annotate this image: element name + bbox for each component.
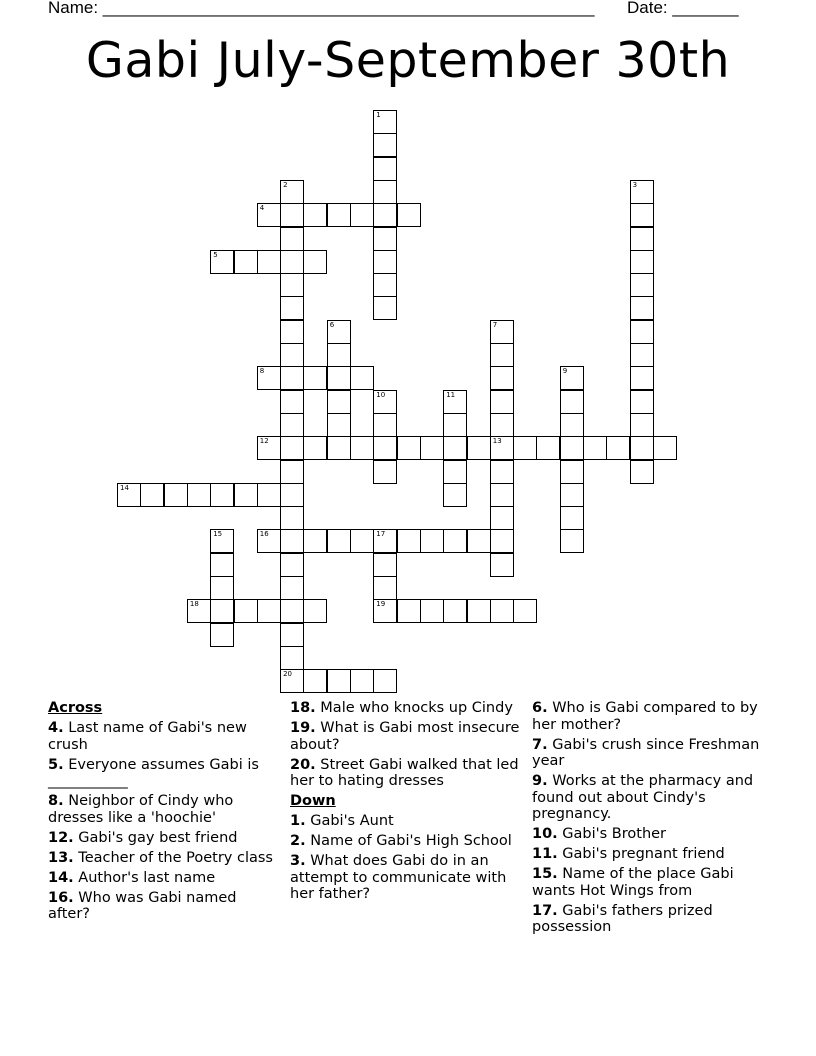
crossword-cell[interactable] xyxy=(303,436,327,460)
cell-number: 19 xyxy=(376,600,386,609)
clues-column-1 xyxy=(48,700,276,926)
crossword-cell[interactable] xyxy=(397,599,421,623)
crossword-cell[interactable] xyxy=(583,436,607,460)
clue-text: Gabi's fathers prized possession xyxy=(532,902,713,935)
cell-number: 12 xyxy=(259,437,269,446)
clue-item xyxy=(290,813,525,830)
cell-number: 4 xyxy=(259,204,265,213)
crossword-cell[interactable] xyxy=(280,273,304,297)
clue-item xyxy=(532,773,767,823)
crossword-cell[interactable] xyxy=(630,227,654,251)
clue-heading: Down xyxy=(290,793,336,809)
crossword-cell[interactable] xyxy=(303,250,327,274)
crossword-cell[interactable] xyxy=(373,133,397,157)
crossword-cell[interactable] xyxy=(443,529,467,553)
clue-text: Male who knocks up Cindy xyxy=(315,700,513,716)
clue-item xyxy=(290,700,525,717)
crossword-cell[interactable] xyxy=(560,506,584,530)
clue-item xyxy=(48,890,276,923)
clue-number: 3. xyxy=(290,853,306,869)
clues-column-3 xyxy=(532,700,767,939)
crossword-cell[interactable] xyxy=(513,599,537,623)
crossword-cell[interactable] xyxy=(257,203,281,227)
clue-text: Author's last name xyxy=(73,869,216,886)
crossword-cell[interactable] xyxy=(630,296,654,320)
clue-number: 9. xyxy=(532,773,548,789)
clue-number: 4. xyxy=(48,720,64,736)
crossword-cell[interactable] xyxy=(280,669,304,693)
cell-number: 6 xyxy=(329,320,335,329)
crossword-cell[interactable] xyxy=(490,553,514,577)
crossword-cell[interactable] xyxy=(257,529,281,553)
clue-item xyxy=(48,830,276,847)
crossword-cell[interactable] xyxy=(350,529,374,553)
crossword-cell[interactable] xyxy=(490,460,514,484)
clue-item xyxy=(290,720,525,753)
crossword-cell[interactable] xyxy=(280,296,304,320)
crossword-cell[interactable] xyxy=(280,366,304,390)
clue-text: Last name of Gabi's new crush xyxy=(48,720,247,753)
crossword-cell[interactable] xyxy=(420,436,444,460)
crossword-cell[interactable] xyxy=(373,529,397,553)
crossword-cell[interactable] xyxy=(327,343,351,367)
crossword-cell[interactable] xyxy=(490,366,514,390)
clue-number: 1. xyxy=(290,813,306,829)
cell-number: 15 xyxy=(213,530,223,539)
crossword-cell[interactable] xyxy=(350,436,374,460)
cell-number: 16 xyxy=(259,530,269,539)
clue-text: Street Gabi walked that led her to hating dresses xyxy=(290,756,519,789)
crossword-cell[interactable] xyxy=(303,203,327,227)
clue-item xyxy=(48,757,276,790)
clue-text: Works at the pharmacy and found out about Cindy's pregnancy. xyxy=(532,773,754,822)
crossword-cell[interactable] xyxy=(420,529,444,553)
crossword-cell[interactable] xyxy=(280,436,304,460)
page-title: Gabi July-September 30th xyxy=(85,32,731,89)
clue-number: 7. xyxy=(532,736,548,753)
clue-number: 15. xyxy=(532,866,558,882)
clue-item xyxy=(532,846,767,863)
crossword-cell[interactable] xyxy=(373,669,397,693)
clue-item xyxy=(48,850,276,867)
crossword-cell[interactable] xyxy=(210,623,234,647)
crossword-cell[interactable] xyxy=(373,553,397,577)
clue-text: What is Gabi most insecure about? xyxy=(290,720,520,753)
crossword-cell[interactable] xyxy=(280,506,304,530)
crossword-cell[interactable] xyxy=(490,413,514,437)
cell-number: 11 xyxy=(446,390,456,399)
crossword-cell[interactable] xyxy=(560,366,584,390)
cell-number: 13 xyxy=(492,437,502,446)
crossword-cell[interactable] xyxy=(280,320,304,344)
crossword-cell[interactable] xyxy=(373,227,397,251)
crossword-cell[interactable] xyxy=(327,669,351,693)
crossword-cell[interactable] xyxy=(280,553,304,577)
crossword-cell[interactable] xyxy=(303,669,327,693)
clue-text: Who is Gabi compared to by her mother? xyxy=(532,700,758,733)
crossword-cell[interactable] xyxy=(373,599,397,623)
clue-text: Everyone assumes Gabi is ___________ xyxy=(48,756,259,789)
crossword-cell[interactable] xyxy=(443,390,467,414)
crossword-cell[interactable] xyxy=(187,599,211,623)
crossword-cell[interactable] xyxy=(490,320,514,344)
crossword-cell[interactable] xyxy=(303,529,327,553)
clue-number: 13. xyxy=(48,849,74,866)
clue-item xyxy=(290,833,525,850)
crossword-cell[interactable] xyxy=(164,483,188,507)
crossword-cell[interactable] xyxy=(327,366,351,390)
clue-number: 8. xyxy=(48,793,64,809)
crossword-cell[interactable] xyxy=(280,483,304,507)
crossword-cell[interactable] xyxy=(210,483,234,507)
clue-number: 2. xyxy=(290,833,306,849)
crossword-cell[interactable] xyxy=(280,227,304,251)
crossword-cell[interactable] xyxy=(490,529,514,553)
crossword-cell[interactable] xyxy=(443,599,467,623)
date-field[interactable]: Date: _______ xyxy=(627,0,739,17)
crossword-cell[interactable] xyxy=(630,460,654,484)
crossword-cell[interactable] xyxy=(234,483,258,507)
crossword-cell[interactable] xyxy=(373,296,397,320)
crossword-cell[interactable] xyxy=(327,413,351,437)
clue-number: 5. xyxy=(48,756,64,773)
clue-number: 6. xyxy=(532,700,548,716)
crossword-cell[interactable] xyxy=(630,320,654,344)
crossword-cell[interactable] xyxy=(350,366,374,390)
crossword-cell[interactable] xyxy=(280,623,304,647)
crossword-cell[interactable] xyxy=(560,529,584,553)
crossword-cell[interactable] xyxy=(350,669,374,693)
clue-number: 19. xyxy=(290,720,316,736)
clue-item xyxy=(532,700,767,733)
clue-text: Gabi's Aunt xyxy=(305,813,394,829)
crossword-cell[interactable] xyxy=(210,529,234,553)
crossword-cell[interactable] xyxy=(443,413,467,437)
crossword-cell[interactable] xyxy=(373,460,397,484)
crossword-cell[interactable] xyxy=(560,436,584,460)
crossword-cell[interactable] xyxy=(420,599,444,623)
crossword-cell[interactable] xyxy=(373,110,397,134)
clue-item xyxy=(532,903,767,936)
crossword-cell[interactable] xyxy=(373,180,397,204)
cell-number: 9 xyxy=(562,367,568,376)
crossword-cell[interactable] xyxy=(280,529,304,553)
clue-item xyxy=(290,853,525,903)
crossword-cell[interactable] xyxy=(490,436,514,460)
crossword-cell[interactable] xyxy=(630,203,654,227)
crossword-cell[interactable] xyxy=(373,413,397,437)
clues-column-2 xyxy=(290,700,525,906)
crossword-cell[interactable] xyxy=(350,203,374,227)
clue-text: Gabi's gay best friend xyxy=(73,829,238,846)
cell-number: 10 xyxy=(376,390,386,399)
crossword-cell[interactable] xyxy=(280,250,304,274)
clue-item xyxy=(532,737,767,770)
crossword-cell[interactable] xyxy=(630,366,654,390)
crossword-cell[interactable] xyxy=(653,436,677,460)
crossword-cell[interactable] xyxy=(327,436,351,460)
crossword-cell[interactable] xyxy=(630,436,654,460)
crossword-cell[interactable] xyxy=(280,599,304,623)
crossword-cell[interactable] xyxy=(257,366,281,390)
crossword-cell[interactable] xyxy=(280,460,304,484)
cell-number: 1 xyxy=(376,111,381,119)
crossword-cell[interactable] xyxy=(560,413,584,437)
crossword-cell[interactable] xyxy=(280,343,304,367)
crossword-cell[interactable] xyxy=(117,483,141,507)
clue-item xyxy=(532,826,767,843)
crossword-cell[interactable] xyxy=(234,250,258,274)
crossword-cell[interactable] xyxy=(373,390,397,414)
crossword-cell[interactable] xyxy=(630,250,654,274)
cell-number: 17 xyxy=(376,530,386,539)
crossword-cell[interactable] xyxy=(467,599,491,623)
clue-text: Name of the place Gabi wants Hot Wings from xyxy=(532,866,734,899)
crossword-cell[interactable] xyxy=(257,483,281,507)
crossword-cell[interactable] xyxy=(210,553,234,577)
crossword-cell[interactable] xyxy=(490,483,514,507)
clue-item xyxy=(48,793,276,826)
crossword-cell[interactable] xyxy=(490,506,514,530)
name-field[interactable]: Name: ____________________________________________________ xyxy=(48,0,595,17)
crossword-cell[interactable] xyxy=(210,599,234,623)
crossword-cell[interactable] xyxy=(280,390,304,414)
crossword-cell[interactable] xyxy=(257,436,281,460)
clue-number: 18. xyxy=(290,700,316,716)
clue-text: Gabi's crush since Freshman year xyxy=(532,736,760,769)
crossword-cell[interactable] xyxy=(327,390,351,414)
clue-item xyxy=(532,866,767,899)
crossword-cell[interactable] xyxy=(210,576,234,600)
crossword-cell[interactable] xyxy=(630,413,654,437)
clue-number: 10. xyxy=(532,826,558,842)
clue-item xyxy=(290,757,525,790)
cell-number: 18 xyxy=(189,600,199,609)
clue-number: 11. xyxy=(532,846,558,862)
clue-text: Gabi's pregnant friend xyxy=(557,846,725,862)
crossword-cell[interactable] xyxy=(560,460,584,484)
crossword-cell[interactable] xyxy=(397,529,421,553)
clue-item xyxy=(48,720,276,753)
clue-text: Gabi's Brother xyxy=(557,826,667,842)
crossword-cell[interactable] xyxy=(280,203,304,227)
clue-text: Teacher of the Poetry class xyxy=(73,849,273,866)
crossword-cell[interactable] xyxy=(630,180,654,204)
crossword-cell[interactable] xyxy=(327,529,351,553)
clue-text: Neighbor of Cindy who dresses like a 'hoochie' xyxy=(48,793,234,826)
crossword-cell[interactable] xyxy=(630,273,654,297)
clue-number: 17. xyxy=(532,902,558,919)
cell-number: 2 xyxy=(283,180,288,189)
crossword-cell[interactable] xyxy=(257,599,281,623)
crossword-cell[interactable] xyxy=(303,366,327,390)
crossword-cell[interactable] xyxy=(606,436,630,460)
crossword-cell[interactable] xyxy=(280,180,304,204)
cell-number: 3 xyxy=(632,180,638,189)
clue-heading: Across xyxy=(48,700,103,716)
clue-number: 14. xyxy=(48,869,74,886)
crossword-cell[interactable] xyxy=(560,483,584,507)
crossword-cell[interactable] xyxy=(303,599,327,623)
crossword-cell[interactable] xyxy=(210,250,234,274)
crossword-cell[interactable] xyxy=(327,320,351,344)
crossword-cell[interactable] xyxy=(373,157,397,181)
crossword-cell[interactable] xyxy=(467,436,491,460)
clue-text: Name of Gabi's High School xyxy=(305,833,512,849)
crossword-cell[interactable] xyxy=(140,483,164,507)
cell-number: 14 xyxy=(120,483,129,492)
crossword-cell[interactable] xyxy=(373,576,397,600)
crossword-cell[interactable] xyxy=(373,273,397,297)
crossword-cell[interactable] xyxy=(397,203,421,227)
crossword-cell[interactable] xyxy=(490,343,514,367)
crossword-cell[interactable] xyxy=(467,529,491,553)
cell-number: 5 xyxy=(213,250,218,259)
crossword-cell[interactable] xyxy=(373,250,397,274)
crossword-cell[interactable] xyxy=(373,436,397,460)
crossword-cell[interactable] xyxy=(373,203,397,227)
clue-number: 12. xyxy=(48,829,74,846)
crossword-cell[interactable] xyxy=(443,436,467,460)
crossword-cell[interactable] xyxy=(560,390,584,414)
crossword-cell[interactable] xyxy=(257,250,281,274)
cell-number: 20 xyxy=(283,670,293,679)
crossword-cell[interactable] xyxy=(280,413,304,437)
clue-number: 20. xyxy=(290,756,316,773)
crossword-cell[interactable] xyxy=(630,390,654,414)
clue-text: What does Gabi do in an attempt to communicate with her father? xyxy=(290,853,507,902)
crossword-cell[interactable] xyxy=(397,436,421,460)
crossword-cell[interactable] xyxy=(280,646,304,670)
crossword-cell[interactable] xyxy=(630,343,654,367)
cell-number: 8 xyxy=(259,367,265,376)
crossword-cell[interactable] xyxy=(443,460,467,484)
crossword-cell[interactable] xyxy=(443,483,467,507)
clue-text: Who was Gabi named after? xyxy=(48,889,237,922)
crossword-cell[interactable] xyxy=(490,599,514,623)
crossword-cell[interactable] xyxy=(187,483,211,507)
clue-item xyxy=(48,870,276,887)
clue-number: 16. xyxy=(48,889,74,906)
crossword-cell[interactable] xyxy=(234,599,258,623)
crossword-cell[interactable] xyxy=(280,576,304,600)
crossword-cell[interactable] xyxy=(490,390,514,414)
crossword-cell[interactable] xyxy=(536,436,560,460)
crossword-cell[interactable] xyxy=(513,436,537,460)
cell-number: 7 xyxy=(492,320,498,329)
crossword-cell[interactable] xyxy=(327,203,351,227)
